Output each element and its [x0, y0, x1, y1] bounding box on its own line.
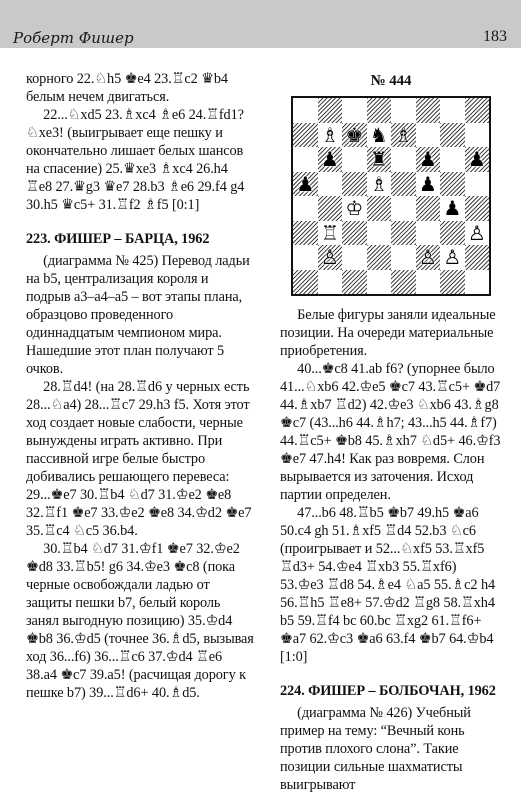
board-square	[465, 172, 490, 197]
board-square	[391, 98, 416, 123]
board-square	[391, 147, 416, 172]
paragraph-continuation: корного 22.♘h5 ♚e4 23.♖c2 ♛b4 белым нечем двигаться.	[26, 71, 228, 105]
board-square	[293, 98, 318, 123]
board-square	[465, 98, 490, 123]
board-square	[416, 270, 441, 295]
board-square	[391, 221, 416, 246]
board-square	[416, 196, 441, 221]
chess-board	[291, 96, 491, 296]
chess-piece-b2: ♙	[320, 245, 339, 269]
chess-piece-b6: ♟	[320, 147, 339, 171]
board-square	[342, 245, 367, 270]
board-square	[416, 221, 441, 246]
chess-piece-c7: ♚	[345, 122, 364, 147]
board-square	[440, 147, 465, 172]
board-square	[391, 172, 416, 197]
board-square	[293, 270, 318, 295]
board-square	[465, 196, 490, 221]
game-heading-224: 224. ФИШЕР – БОЛБОЧАН, 1962	[280, 683, 496, 699]
board-square	[293, 245, 318, 270]
running-header	[0, 0, 521, 48]
board-square	[318, 172, 343, 197]
chess-piece-d7: ♞	[369, 122, 388, 147]
chess-piece-d6: ♜	[369, 147, 388, 171]
board-square	[318, 196, 343, 221]
chess-piece-c4: ♔	[345, 196, 364, 220]
chess-piece-a5: ♟	[296, 171, 315, 196]
board-square	[367, 196, 392, 221]
chess-piece-e7: ♗	[394, 122, 413, 147]
chess-piece-f5: ♟	[418, 171, 437, 196]
paragraph-moves-22: 22...♘xd5 23.♗xc4 ♗e6 24.♖fd1? ♘xe3! (выигрывает еще пешку и окончательно лишает белых шансов на спасение) 25.♛xe3 ♗xc4 26.h4 ♖e8 27.♛g3 ♛e7 28.b3 ♗e6 29.f4 g4 30.h5 ♛c5+ 31.♖f2 ♗f5 [0:1]	[26, 107, 245, 213]
book-title: Роберт Фишер	[13, 29, 134, 47]
board-square	[367, 98, 392, 123]
board-square	[293, 196, 318, 221]
game-heading-223: 223. ФИШЕР – БАРЦА, 1962	[26, 231, 210, 247]
board-square	[440, 98, 465, 123]
diagram-number: № 444	[370, 73, 412, 89]
paragraph-moves-40: 40...♚c8 41.ab f6? (упорнее было 41...♘xb6 42.♔e5 ♚c7 43.♖c5+ ♚d7 44.♗xb7 ♖d2) 42.♔e3 ♘xb6 43.♗g8 ♚c7 (43...h6 44.♗h7; 43...h5 44.♗f7) 44.♖c5+ ♚b8 45.♗xh7 ♘d5+ 46.♔f3 ♚e7 47.h4! Как раз вовремя. Слон вырывается из заточения. Исход партии определен.	[280, 361, 501, 503]
board-square	[342, 98, 367, 123]
board-square	[440, 221, 465, 246]
board-square	[342, 270, 367, 295]
chess-piece-b3: ♖	[320, 220, 339, 245]
board-square	[440, 123, 465, 148]
board-square	[367, 245, 392, 270]
board-square	[391, 245, 416, 270]
board-square	[342, 147, 367, 172]
chess-piece-h6: ♟	[467, 147, 486, 171]
board-square	[367, 221, 392, 246]
board-square	[342, 172, 367, 197]
chess-diagram	[280, 96, 502, 306]
board-square	[416, 123, 441, 148]
left-column	[26, 70, 256, 702]
board-square	[342, 221, 367, 246]
chess-piece-g2: ♙	[443, 245, 462, 269]
board-square	[465, 123, 490, 148]
paragraph-moves-47: 47...b6 48.♖b5 ♚b7 49.h5 ♚a6 50.c4 gh 51.♗xf5 ♖d4 52.b3 ♘c6 (проигрывает и 52...♘xf5 53.♖xf5 ♖d3+ 54.♔e4 ♖xb3 55.♖xf6) 53.♔e3 ♖d8 54.♗e4 ♘a5 55.♗c2 h4 56.♖h5 ♖e8+ 57.♔d2 ♖g8 58.♖xh4 b5 59.♖f4 bc 60.bc ♖xg2 61.♖f6+ ♚a7 62.♔c3 ♚a6 63.f4 ♚b7 64.♔b4 [1:0]	[280, 505, 496, 665]
board-square	[465, 270, 490, 295]
board-square	[293, 123, 318, 148]
chess-piece-f2: ♙	[418, 245, 437, 269]
page-number: 183	[483, 28, 507, 45]
board-square	[440, 270, 465, 295]
board-square	[440, 172, 465, 197]
chess-piece-h3: ♙	[467, 220, 486, 245]
board-square	[318, 270, 343, 295]
right-column	[280, 70, 502, 794]
chess-piece-g4: ♟	[443, 196, 462, 220]
board-square	[293, 147, 318, 172]
paragraph-plan: (диаграмма № 425) Перевод ладьи на b5, централизация короля и подрыв a3–a4–a5 – вот этапы плана, образцово проведенного одиннадцатым чемпионом мира. Нашедшие этот план получают 5 очков.	[26, 253, 250, 377]
board-square	[465, 245, 490, 270]
chess-piece-d5: ♗	[369, 171, 388, 196]
paragraph-moves-28: 28.♖d4! (на 28.♖d6 у черных есть 28...♘a4) 28...♖c7 29.h3 f5. Хотя этот ход создает новые слабости, черные вынуждены играть активно. При пассивной игре белые быстро добивались решающего перевеса: 29...♚e7 30.♖b4 ♘d7 31.♔e2 ♚e8 32.♖f1 ♚e7 33.♔e2 ♚e8 34.♔d2 ♚e7 35.♖c4 ♘c5 36.b4.	[26, 379, 252, 539]
paragraph-intro-224: (диаграмма № 426) Учебный пример на тему: “Вечный конь против плохого слона”. Такие позиции сильные шахматисты выигрывают	[280, 705, 471, 793]
board-square	[367, 270, 392, 295]
board-square	[391, 270, 416, 295]
board-square	[293, 221, 318, 246]
chess-piece-f6: ♟	[418, 147, 437, 171]
paragraph-moves-30: 30.♖b4 ♘d7 31.♔f1 ♚e7 32.♔e2 ♚d8 33.♖b5! g6 34.♔e3 ♚c8 (пока черные освобождали ладью от защиты пешки b7, белый король занял выгодную позицию) 35.♔d4 ♚b8 36.♔d5 (точнее 36.♗d5, вызывая ход 36...f6) 36...♖c6 37.♔d4 ♖e6 38.a4 ♚c7 39.a5! (расчищая дорогу к пешке b7) 39...♖d6+ 40.♗d5.	[26, 541, 254, 701]
board-square	[318, 98, 343, 123]
chess-piece-b7: ♗	[320, 122, 339, 147]
board-square	[391, 196, 416, 221]
paragraph-position: Белые фигуры заняли идеальные позиции. На очереди материальные приобретения.	[280, 307, 496, 359]
board-square	[416, 98, 441, 123]
